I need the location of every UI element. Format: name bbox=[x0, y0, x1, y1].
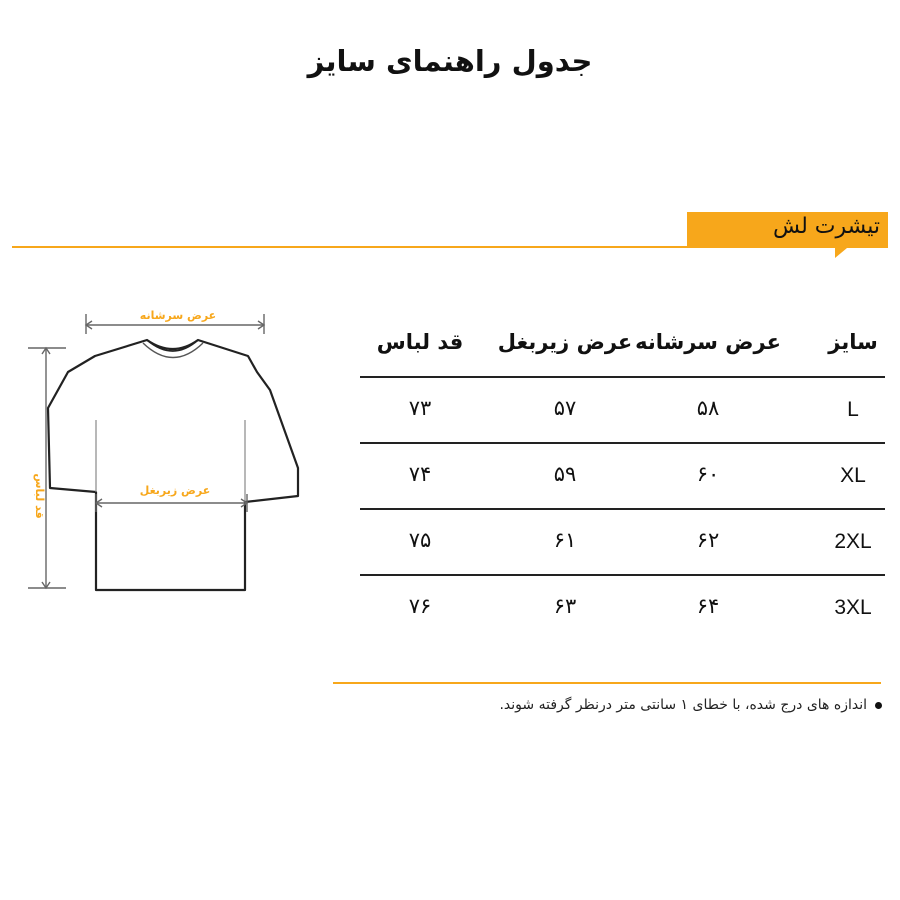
cell-shoulder-width: ۶۰ bbox=[696, 462, 720, 486]
table-header-row bbox=[333, 318, 888, 376]
cell-armpit-width: ۶۳ bbox=[553, 594, 577, 618]
page-title: جدول راهنمای سایز bbox=[307, 44, 593, 78]
cell-shoulder-width: ۵۸ bbox=[696, 396, 720, 420]
size-table bbox=[333, 318, 888, 640]
cell-armpit-width: ۶۱ bbox=[553, 528, 577, 552]
cell-size: 3XL bbox=[834, 596, 872, 619]
cell-size: XL bbox=[840, 464, 866, 487]
cell-length: ۷۶ bbox=[408, 594, 432, 618]
cell-size: 2XL bbox=[834, 530, 872, 553]
note-divider bbox=[333, 682, 881, 684]
header-armpit-width: عرض زیربغل bbox=[497, 330, 633, 354]
tshirt-outline-icon bbox=[48, 340, 298, 590]
cell-shoulder-width: ۶۲ bbox=[696, 528, 720, 552]
cell-shoulder-width: ۶۴ bbox=[696, 594, 720, 618]
shoulder-width-label: عرض سرشانه bbox=[139, 309, 217, 322]
section-tab-pointer bbox=[835, 248, 847, 258]
length-label: قد لباس bbox=[33, 473, 46, 519]
armpit-width-label: عرض زیربغل bbox=[139, 484, 211, 497]
header-length: قد لباس bbox=[376, 330, 464, 354]
cell-length: ۷۵ bbox=[408, 528, 432, 552]
cell-length: ۷۴ bbox=[408, 462, 432, 486]
section-label: تیشرت لش bbox=[773, 214, 880, 239]
cell-armpit-width: ۵۷ bbox=[553, 396, 577, 420]
bullet-icon bbox=[875, 702, 882, 709]
note-text: اندازه های درج شده، با خطای ۱ سانتی متر درنظر گرفته شوند. bbox=[499, 697, 867, 713]
cell-size: L bbox=[847, 398, 859, 421]
table-row bbox=[333, 508, 888, 574]
measurement-note bbox=[499, 697, 882, 713]
header-shoulder-width: عرض سرشانه bbox=[635, 330, 781, 354]
cell-armpit-width: ۵۹ bbox=[553, 462, 577, 486]
table-row bbox=[333, 376, 888, 442]
cell-length: ۷۳ bbox=[408, 396, 432, 420]
tshirt-diagram bbox=[0, 300, 320, 600]
table-row bbox=[333, 442, 888, 508]
table-row bbox=[333, 574, 888, 640]
header-size: سایز bbox=[828, 330, 878, 354]
